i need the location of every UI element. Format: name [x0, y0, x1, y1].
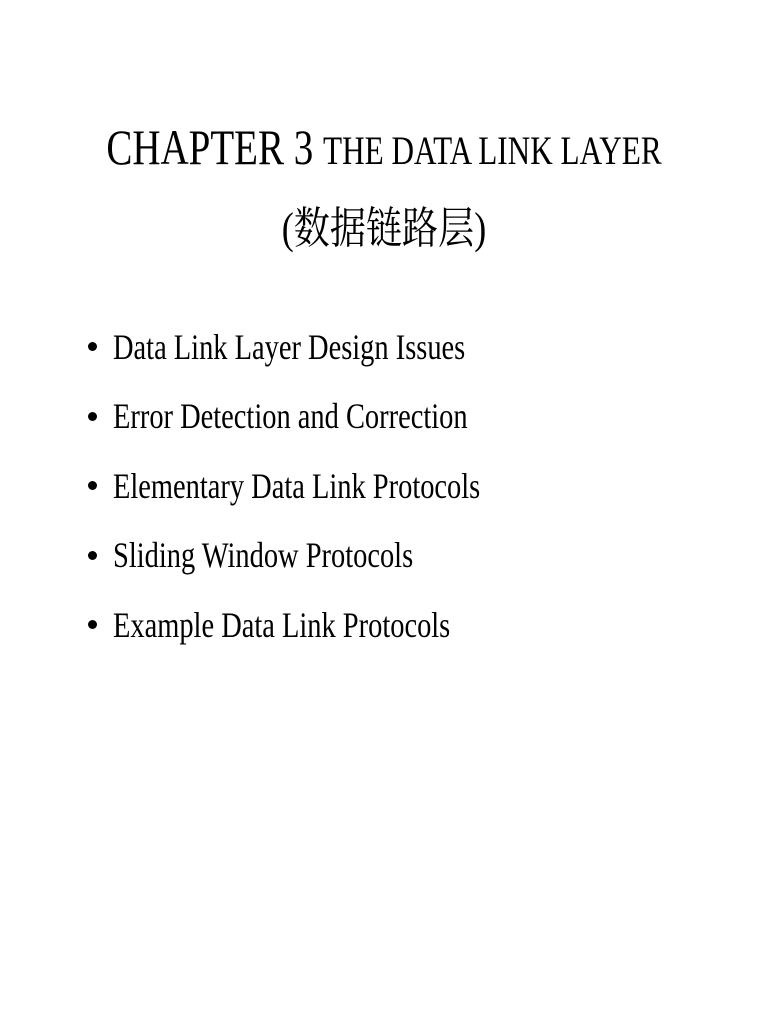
- chapter-number: CHAPTER 3: [106, 119, 314, 175]
- chapter-subtitle: (数据链路层): [281, 204, 487, 253]
- bullet-text: Error Detection and Correction: [113, 396, 468, 437]
- bullet-text: Data Link Layer Design Issues: [113, 326, 466, 367]
- bullet-item: [84, 312, 578, 382]
- bullet-icon: [88, 620, 97, 629]
- bullet-icon: [88, 551, 97, 560]
- title-line-1: [84, 108, 683, 190]
- bullet-icon: [88, 342, 97, 351]
- bullet-item: [84, 590, 578, 660]
- bullet-item: [84, 521, 578, 591]
- bullet-text: Example Data Link Protocols: [113, 604, 451, 645]
- bullet-item: [84, 382, 578, 452]
- slide-title: [0, 108, 768, 268]
- chapter-subject: THE DATA LINK LAYER: [323, 128, 662, 173]
- bullet-item: [84, 451, 578, 521]
- bullet-text: Elementary Data Link Protocols: [113, 465, 481, 506]
- bullet-list: [84, 312, 578, 660]
- bullet-icon: [88, 481, 97, 490]
- bullet-icon: [88, 412, 97, 421]
- bullet-text: Sliding Window Protocols: [113, 535, 414, 576]
